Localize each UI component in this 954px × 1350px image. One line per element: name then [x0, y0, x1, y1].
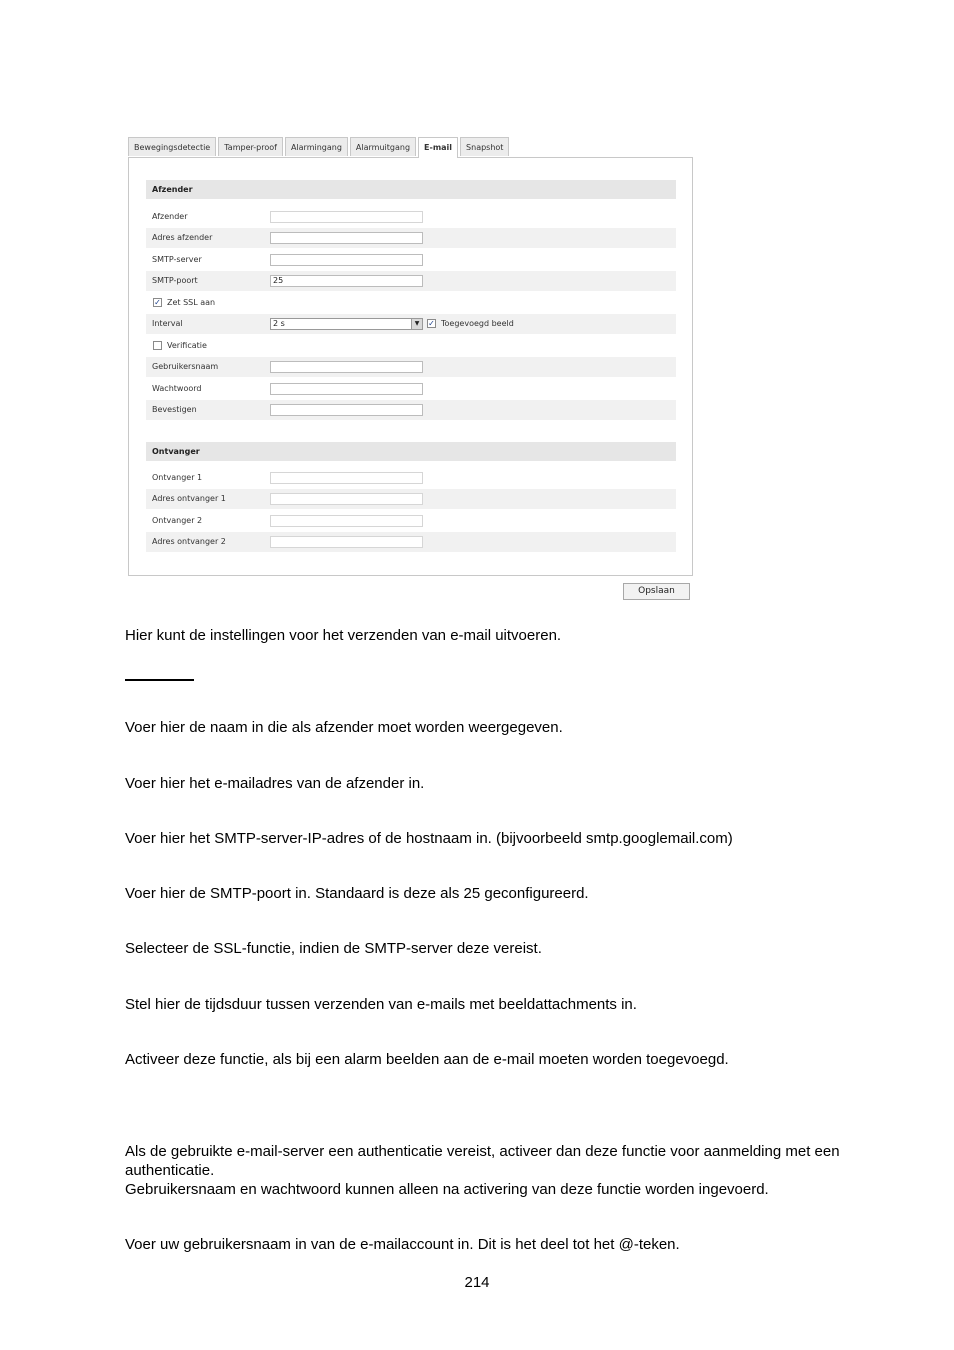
settings-panel: [128, 157, 693, 576]
ssl-row: [146, 293, 676, 313]
smtp-server-label: SMTP-server: [152, 255, 202, 264]
password-row: [146, 379, 676, 399]
interval-row: [146, 314, 676, 334]
receiver1-row: [146, 468, 676, 488]
interval-label: Interval: [152, 319, 183, 328]
receiver1-address-input[interactable]: [270, 493, 423, 505]
receiver1-address-label: Adres ontvanger 1: [152, 494, 226, 503]
tab-tamper-proof[interactable]: Tamper-proof: [218, 137, 283, 156]
chevron-down-icon[interactable]: ▼: [411, 319, 422, 329]
interval-paragraph: Stel hier de tijdsduur tussen verzenden van e-mails met beeldattachments in.: [125, 996, 637, 1013]
intro-paragraph: Hier kunt de instellingen voor het verzenden van e-mail uitvoeren.: [125, 627, 562, 644]
smtp-port-label: SMTP-poort: [152, 276, 198, 285]
ssl-checkbox[interactable]: ✓: [154, 298, 161, 307]
smtp-paragraph: Voer hier het SMTP-server-IP-adres of de hostnaam in. (bijvoorbeeld smtp.googlemail.com): [125, 830, 733, 847]
receiver2-address-label: Adres ontvanger 2: [152, 537, 226, 546]
tab-alarm-input[interactable]: Alarmingang: [285, 137, 348, 156]
tab-bar: [128, 137, 511, 157]
confirm-input[interactable]: [270, 404, 423, 416]
receiver1-label: Ontvanger 1: [152, 473, 203, 482]
verification-row: [146, 336, 676, 356]
username-paragraph: Voer uw gebruikersnaam in van de e-mailaccount in. Dit is het deel tot het @-teken.: [125, 1236, 680, 1253]
interval-select[interactable]: [270, 318, 423, 330]
sender-label: Afzender: [152, 212, 188, 221]
verification-checkbox[interactable]: [153, 341, 162, 350]
image-paragraph: Activeer deze functie, als bij een alarm beelden aan de e-mail moeten worden toegevoegd.: [125, 1051, 729, 1068]
receiver1-address-row: [146, 489, 676, 509]
address-paragraph: Voer hier het e-mailadres van de afzender in.: [125, 775, 425, 792]
attached-image-label: Toegevoegd beeld: [441, 319, 514, 328]
attached-image-checkbox[interactable]: ✓: [428, 319, 435, 328]
ssl-paragraph: Selecteer de SSL-functie, indien de SMTP-server deze vereist.: [125, 940, 542, 957]
port-paragraph: Voer hier de SMTP-poort in. Standaard is deze als 25 geconfigureerd.: [125, 885, 589, 902]
ssl-label: Zet SSL aan: [167, 298, 216, 307]
tab-alarm-output[interactable]: Alarmuitgang: [350, 137, 416, 156]
sender-address-label: Adres afzender: [152, 233, 213, 242]
auth-note-paragraph: Gebruikersnaam en wachtwoord kunnen alleen na activering van deze functie worden ingevoerd.: [125, 1181, 769, 1198]
smtp-port-row: [146, 271, 676, 291]
receiver-section-header: Ontvanger: [146, 442, 676, 461]
confirm-label: Bevestigen: [152, 405, 197, 414]
save-button[interactable]: Opslaan: [623, 583, 690, 600]
smtp-port-input[interactable]: 25: [270, 275, 423, 287]
smtp-server-input[interactable]: [270, 254, 423, 266]
username-input[interactable]: [270, 361, 423, 373]
receiver2-label: Ontvanger 2: [152, 516, 203, 525]
receiver2-address-input[interactable]: [270, 536, 423, 548]
section-underline: [125, 679, 194, 681]
receiver2-input[interactable]: [270, 515, 423, 527]
sender-paragraph: Voer hier de naam in die als afzender moet worden weergegeven.: [125, 719, 563, 736]
verification-label: Verificatie: [167, 341, 207, 350]
username-row: [146, 357, 676, 377]
receiver2-row: [146, 511, 676, 531]
password-label: Wachtwoord: [152, 384, 202, 393]
password-input[interactable]: [270, 383, 423, 395]
tab-motion-detection[interactable]: Bewegingsdetectie: [128, 137, 216, 156]
confirm-row: [146, 400, 676, 420]
auth-paragraph: Als de gebruikte e-mail-server een authenticatie vereist, activeer dan deze functie voor aanmelding met een authenticatie.: [125, 1143, 840, 1179]
tab-email[interactable]: E-mail: [418, 137, 458, 158]
sender-row: [146, 207, 676, 227]
email-settings-screenshot: [128, 137, 693, 602]
tab-snapshot[interactable]: Snapshot: [460, 137, 509, 156]
sender-input[interactable]: [270, 211, 423, 223]
page-number: 214: [464, 1274, 490, 1291]
sender-address-input[interactable]: [270, 232, 423, 244]
sender-section-header: Afzender: [146, 180, 676, 199]
interval-value: 2 s: [273, 319, 285, 328]
username-label: Gebruikersnaam: [152, 362, 219, 371]
receiver2-address-row: [146, 532, 676, 552]
sender-address-row: [146, 228, 676, 248]
smtp-server-row: [146, 250, 676, 270]
receiver1-input[interactable]: [270, 472, 423, 484]
